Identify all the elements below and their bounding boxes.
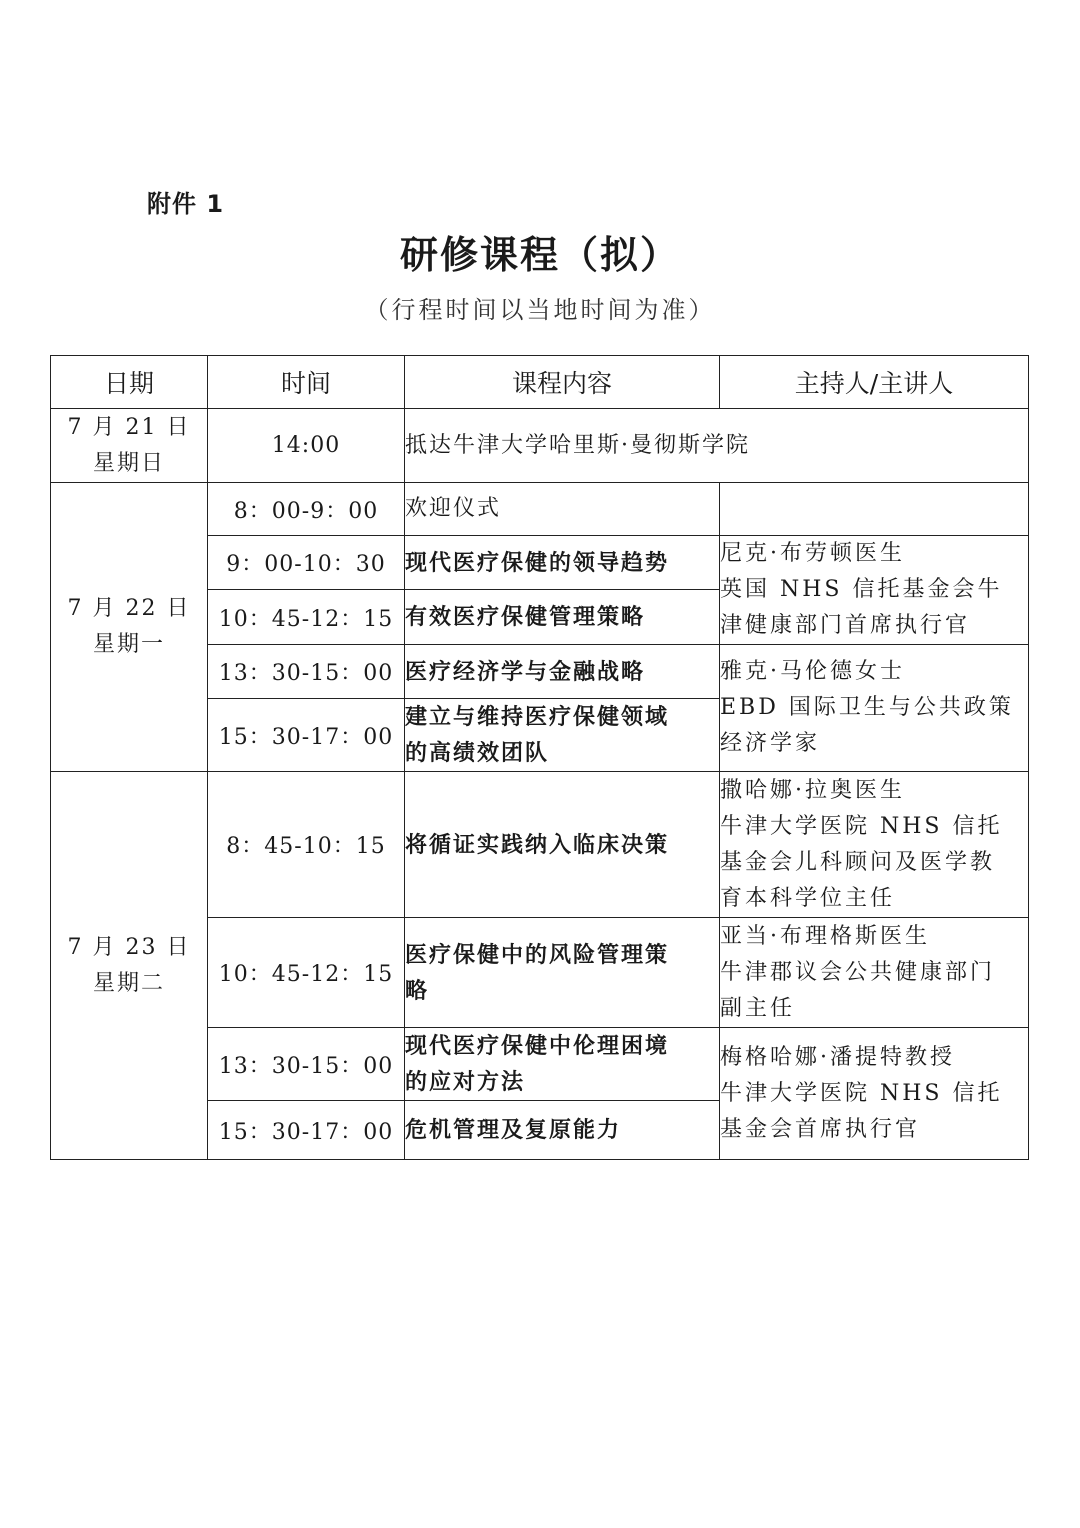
- time-cell: 13：30-15：00: [208, 645, 405, 699]
- time-cell: 15：30-17：00: [208, 699, 405, 772]
- speaker-name: 尼克·布劳顿医生: [720, 541, 905, 566]
- course-cell: 有效医疗保健管理策略: [405, 590, 720, 645]
- speaker-cell: [720, 1028, 1029, 1160]
- date-cell: [51, 483, 208, 772]
- course-cell: 将循证实践纳入临床决策: [405, 772, 720, 918]
- table-row: [51, 483, 1029, 536]
- speaker-cell: [720, 918, 1029, 1028]
- header-speaker: 主持人/主讲人: [720, 356, 1029, 409]
- date-text: 7 月 23 日: [67, 934, 191, 960]
- course-line: 的应对方法: [405, 1069, 526, 1095]
- speaker-title: 育本科学位主任: [720, 885, 896, 911]
- course-line: 的高绩效团队: [405, 740, 550, 766]
- speaker-title: 牛津郡议会公共健康部门: [720, 959, 996, 985]
- speaker-title: 基金会首席执行官: [720, 1116, 921, 1142]
- course-line: 略: [405, 977, 430, 1004]
- page-subtitle: （行程时间以当地时间为准）: [364, 296, 716, 324]
- course-cell: 现代医疗保健的领导趋势: [405, 536, 720, 590]
- date-text: 7 月 22 日: [67, 596, 191, 621]
- course-cell: 医疗经济学与金融战略: [405, 645, 720, 699]
- header-course: 课程内容: [405, 356, 720, 409]
- date-text: 7 月 21 日: [67, 414, 191, 440]
- speaker-name: 亚当·布理格斯医生: [720, 923, 930, 949]
- speaker-title: 英国 NHS 信托基金会牛: [720, 577, 1003, 602]
- course-cell: [405, 1028, 720, 1101]
- speaker-title: 经济学家: [720, 731, 821, 756]
- speaker-cell: [720, 645, 1029, 772]
- attachment-label: 附件 1: [147, 190, 225, 218]
- time-cell: 8：00-9：00: [208, 483, 405, 536]
- header-date: 日期: [51, 356, 208, 409]
- speaker-title: EBD 国际卫生与公共政策: [720, 695, 1014, 720]
- time-cell: 15：30-17：00: [208, 1101, 405, 1160]
- course-line: 建立与维持医疗保健领域: [405, 704, 670, 730]
- course-cell: 抵达牛津大学哈里斯·曼彻斯学院: [405, 409, 1029, 483]
- time-cell: 13：30-15：00: [208, 1028, 405, 1101]
- date-cell: [51, 409, 208, 483]
- time-cell: 14:00: [208, 409, 405, 483]
- speaker-cell: [720, 772, 1029, 918]
- course-line: 医疗保健中的风险管理策: [405, 941, 670, 968]
- speaker-title: 副主任: [720, 995, 796, 1021]
- page-title: 研修课程（拟）: [399, 233, 680, 277]
- course-cell: 危机管理及复原能力: [405, 1101, 720, 1160]
- speaker-cell: [720, 483, 1029, 536]
- header-row: [51, 356, 1029, 409]
- course-line: 现代医疗保健中伦理困境: [405, 1033, 670, 1059]
- weekday-text: 星期日: [92, 450, 165, 476]
- speaker-title: 基金会儿科顾问及医学教: [720, 849, 996, 875]
- time-cell: 8：45-10：15: [208, 772, 405, 918]
- header-time: 时间: [208, 356, 405, 409]
- table-row: [51, 409, 1029, 483]
- speaker-title: 津健康部门首席执行官: [720, 613, 971, 638]
- date-cell: [51, 772, 208, 1160]
- time-cell: 10：45-12：15: [208, 590, 405, 645]
- speaker-cell: [720, 536, 1029, 645]
- time-cell: 9：00-10：30: [208, 536, 405, 590]
- weekday-text: 星期二: [92, 970, 165, 996]
- course-cell: 欢迎仪式: [405, 483, 720, 536]
- speaker-name: 梅格哈娜·潘提特教授: [720, 1044, 955, 1070]
- speaker-title: 牛津大学医院 NHS 信托: [720, 813, 1003, 839]
- speaker-name: 撒哈娜·拉奥医生: [720, 777, 905, 803]
- speaker-title: 牛津大学医院 NHS 信托: [720, 1080, 1003, 1106]
- course-cell: [405, 918, 720, 1028]
- time-cell: 10：45-12：15: [208, 918, 405, 1028]
- schedule-table: [50, 355, 1029, 1160]
- table-row: [51, 772, 1029, 918]
- weekday-text: 星期一: [92, 632, 165, 657]
- course-cell: [405, 699, 720, 772]
- speaker-name: 雅克·马伦德女士: [720, 659, 905, 684]
